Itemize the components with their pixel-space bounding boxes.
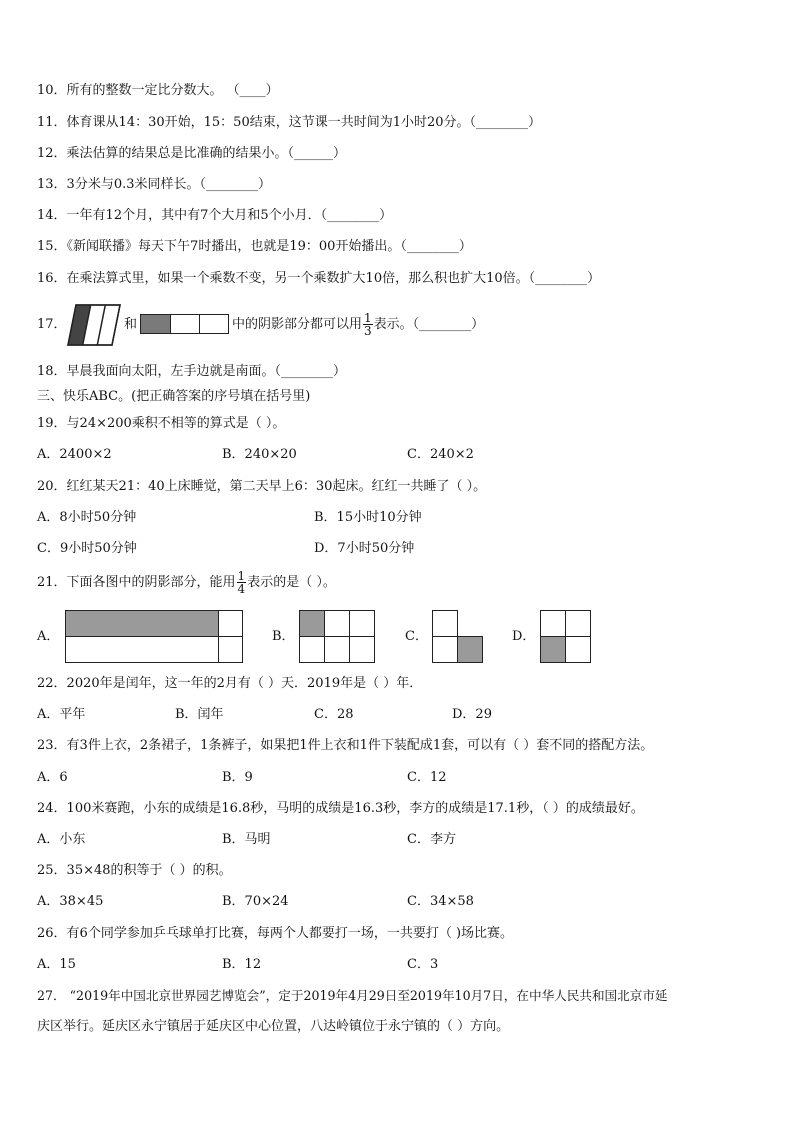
q21-stem [37,565,336,601]
fig-a-cell-shaded [65,610,219,637]
q22-option-a: A．平年 [37,707,86,722]
q27-line-1: 27． “2019年中国北京世界园艺博览会”，定于2019年4月29日至2019年10月7日，在中华人民共和国北京市延 [37,988,668,1003]
q17-and-text: 和 [124,317,138,332]
q23-option-a: A．6 [37,770,68,785]
q21-label-d: D． [512,629,536,644]
q20-option-c: C．9小时50分钟 [37,541,137,556]
q20-stem: 20．红红某天21：40上床睡觉，第二天早上6：30起床。红红一共睡了（ ）。 [37,479,487,494]
q13: 13．3分米与0.3米同样长。（________） [37,177,271,192]
q21-figure-b [299,610,375,663]
q11: 11．体育课从14：30开始，15：50结束，这节课一共时间为1小时20分。（________） [37,115,542,130]
fig-d-cell [565,636,591,663]
fraction-one-third [363,312,373,337]
q19-option-b: B．240×20 [222,447,297,462]
section-3-heading: 三、快乐ABC。(把正确答案的序号填在括号里) [37,389,311,404]
q14: 14．一年有12个月，其中有7个大月和5个小月．（________） [37,208,393,223]
strip-cell [170,314,200,334]
q10: 10．所有的整数一定比分数大。 （____） [37,83,279,98]
fig-b-cell [324,610,350,637]
q12: 12．乘法估算的结果总是比准确的结果小。（______） [37,146,347,161]
q17-tail-text: 表示。（________） [373,317,485,332]
fig-a-cell [65,636,219,663]
q17-number: 17． [37,317,67,332]
q21-label-b: B． [272,629,295,644]
q20-option-d: D．7小时50分钟 [314,541,415,556]
q21-label-a: A． [37,629,60,644]
fig-c-cell [432,610,458,637]
q17-tail [232,307,484,343]
q25-stem: 25．35×48的积等于（ ）的积。 [37,863,232,878]
fig-a-cell [218,610,243,637]
q24-stem: 24．100米赛跑，小东的成绩是16.8秒，马明的成绩是16.3秒，李方的成绩是17.1秒，（ ）的成绩最好。 [37,801,644,816]
fig-d-cell-shaded [540,636,566,663]
fig-b-cell [299,636,325,663]
strip-cell-shaded [140,314,171,334]
q20-option-a: A．8小时50分钟 [37,510,137,525]
q23-option-b: B．9 [222,770,253,785]
q16: 16．在乘法算式里，如果一个乘数不变，另一个乘数扩大10倍，那么积也扩大10倍。（________） [37,271,601,286]
q26-stem: 26．有6个同学参加乒乓球单打比赛，每两个人都要打一场，一共要打（ )场比赛。 [37,926,514,941]
q17-strip-figure [140,314,229,334]
q24-option-b: B．马明 [222,832,271,847]
q23-option-c: C．12 [407,770,447,785]
frac-num: 1 [364,311,372,325]
q19-option-a: A．2400×2 [37,447,112,462]
q26-option-c: C．3 [407,957,439,972]
q21-label-c: C． [405,629,428,644]
fig-b-cell [349,610,375,637]
q25-option-a: A．38×45 [37,894,104,909]
q27-line-2: 庆区举行。延庆区永宁镇居于延庆区中心位置，八达岭镇位于永宁镇的（ ）方向。 [37,1019,510,1034]
q18: 18．早晨我面向太阳，左手边就是南面。（________） [37,364,347,379]
q26-option-b: B．12 [222,957,262,972]
q21-figure-c [432,610,483,663]
q19-option-c: C．240×2 [407,447,474,462]
fig-c-cell-shaded [457,636,483,663]
fig-b-cell-shaded [299,610,325,637]
q24-option-a: A．小东 [37,832,86,847]
frac-den: 4 [237,582,246,596]
q22-option-b: B．闰年 [175,707,224,722]
fig-d-cell [565,610,591,637]
q21-figure-a [65,610,243,663]
q19-stem: 19．与24×200乘积不相等的算式是（ ）。 [37,416,286,431]
q15: 15．《新闻联播》每天下午7时播出，也就是19：00开始播出。（________） [37,239,472,254]
q25-option-b: B．70×24 [222,894,289,909]
fig-b-cell [324,636,350,663]
frac-den: 3 [364,324,372,338]
q26-option-a: A．15 [37,957,76,972]
fig-c-cell [432,636,458,663]
q22-option-c: C．28 [314,707,354,722]
fraction-one-fourth [237,570,247,595]
q25-option-c: C．34×58 [407,894,474,909]
fig-d-cell [540,610,566,637]
q23-stem: 23．有3件上衣，2条裙子，1条裤子，如果把1件上衣和1件下装配成1套，可以有（ ）套不同的搭配方法。 [37,738,654,753]
fig-a-cell [218,636,243,663]
fig-b-cell [349,636,375,663]
q21-figure-d [540,610,591,663]
q21-post: 表示的是（ ）。 [247,575,336,590]
q20-option-b: B．15小时10分钟 [314,510,422,525]
q24-option-c: C．李方 [407,832,456,847]
frac-num: 1 [237,569,246,583]
strip-cell [199,314,229,334]
q17-parallelogram-figure [66,303,122,347]
q22-stem: 22．2020年是闰年，这一年的2月有（ ）天．2019年是（ ）年． [37,676,423,691]
q21-pre: 21．下面各图中的阴影部分，能用 [37,575,236,590]
q22-option-d: D．29 [452,707,492,722]
q17-mid-text: 中的阴影部分都可以用 [232,317,363,332]
